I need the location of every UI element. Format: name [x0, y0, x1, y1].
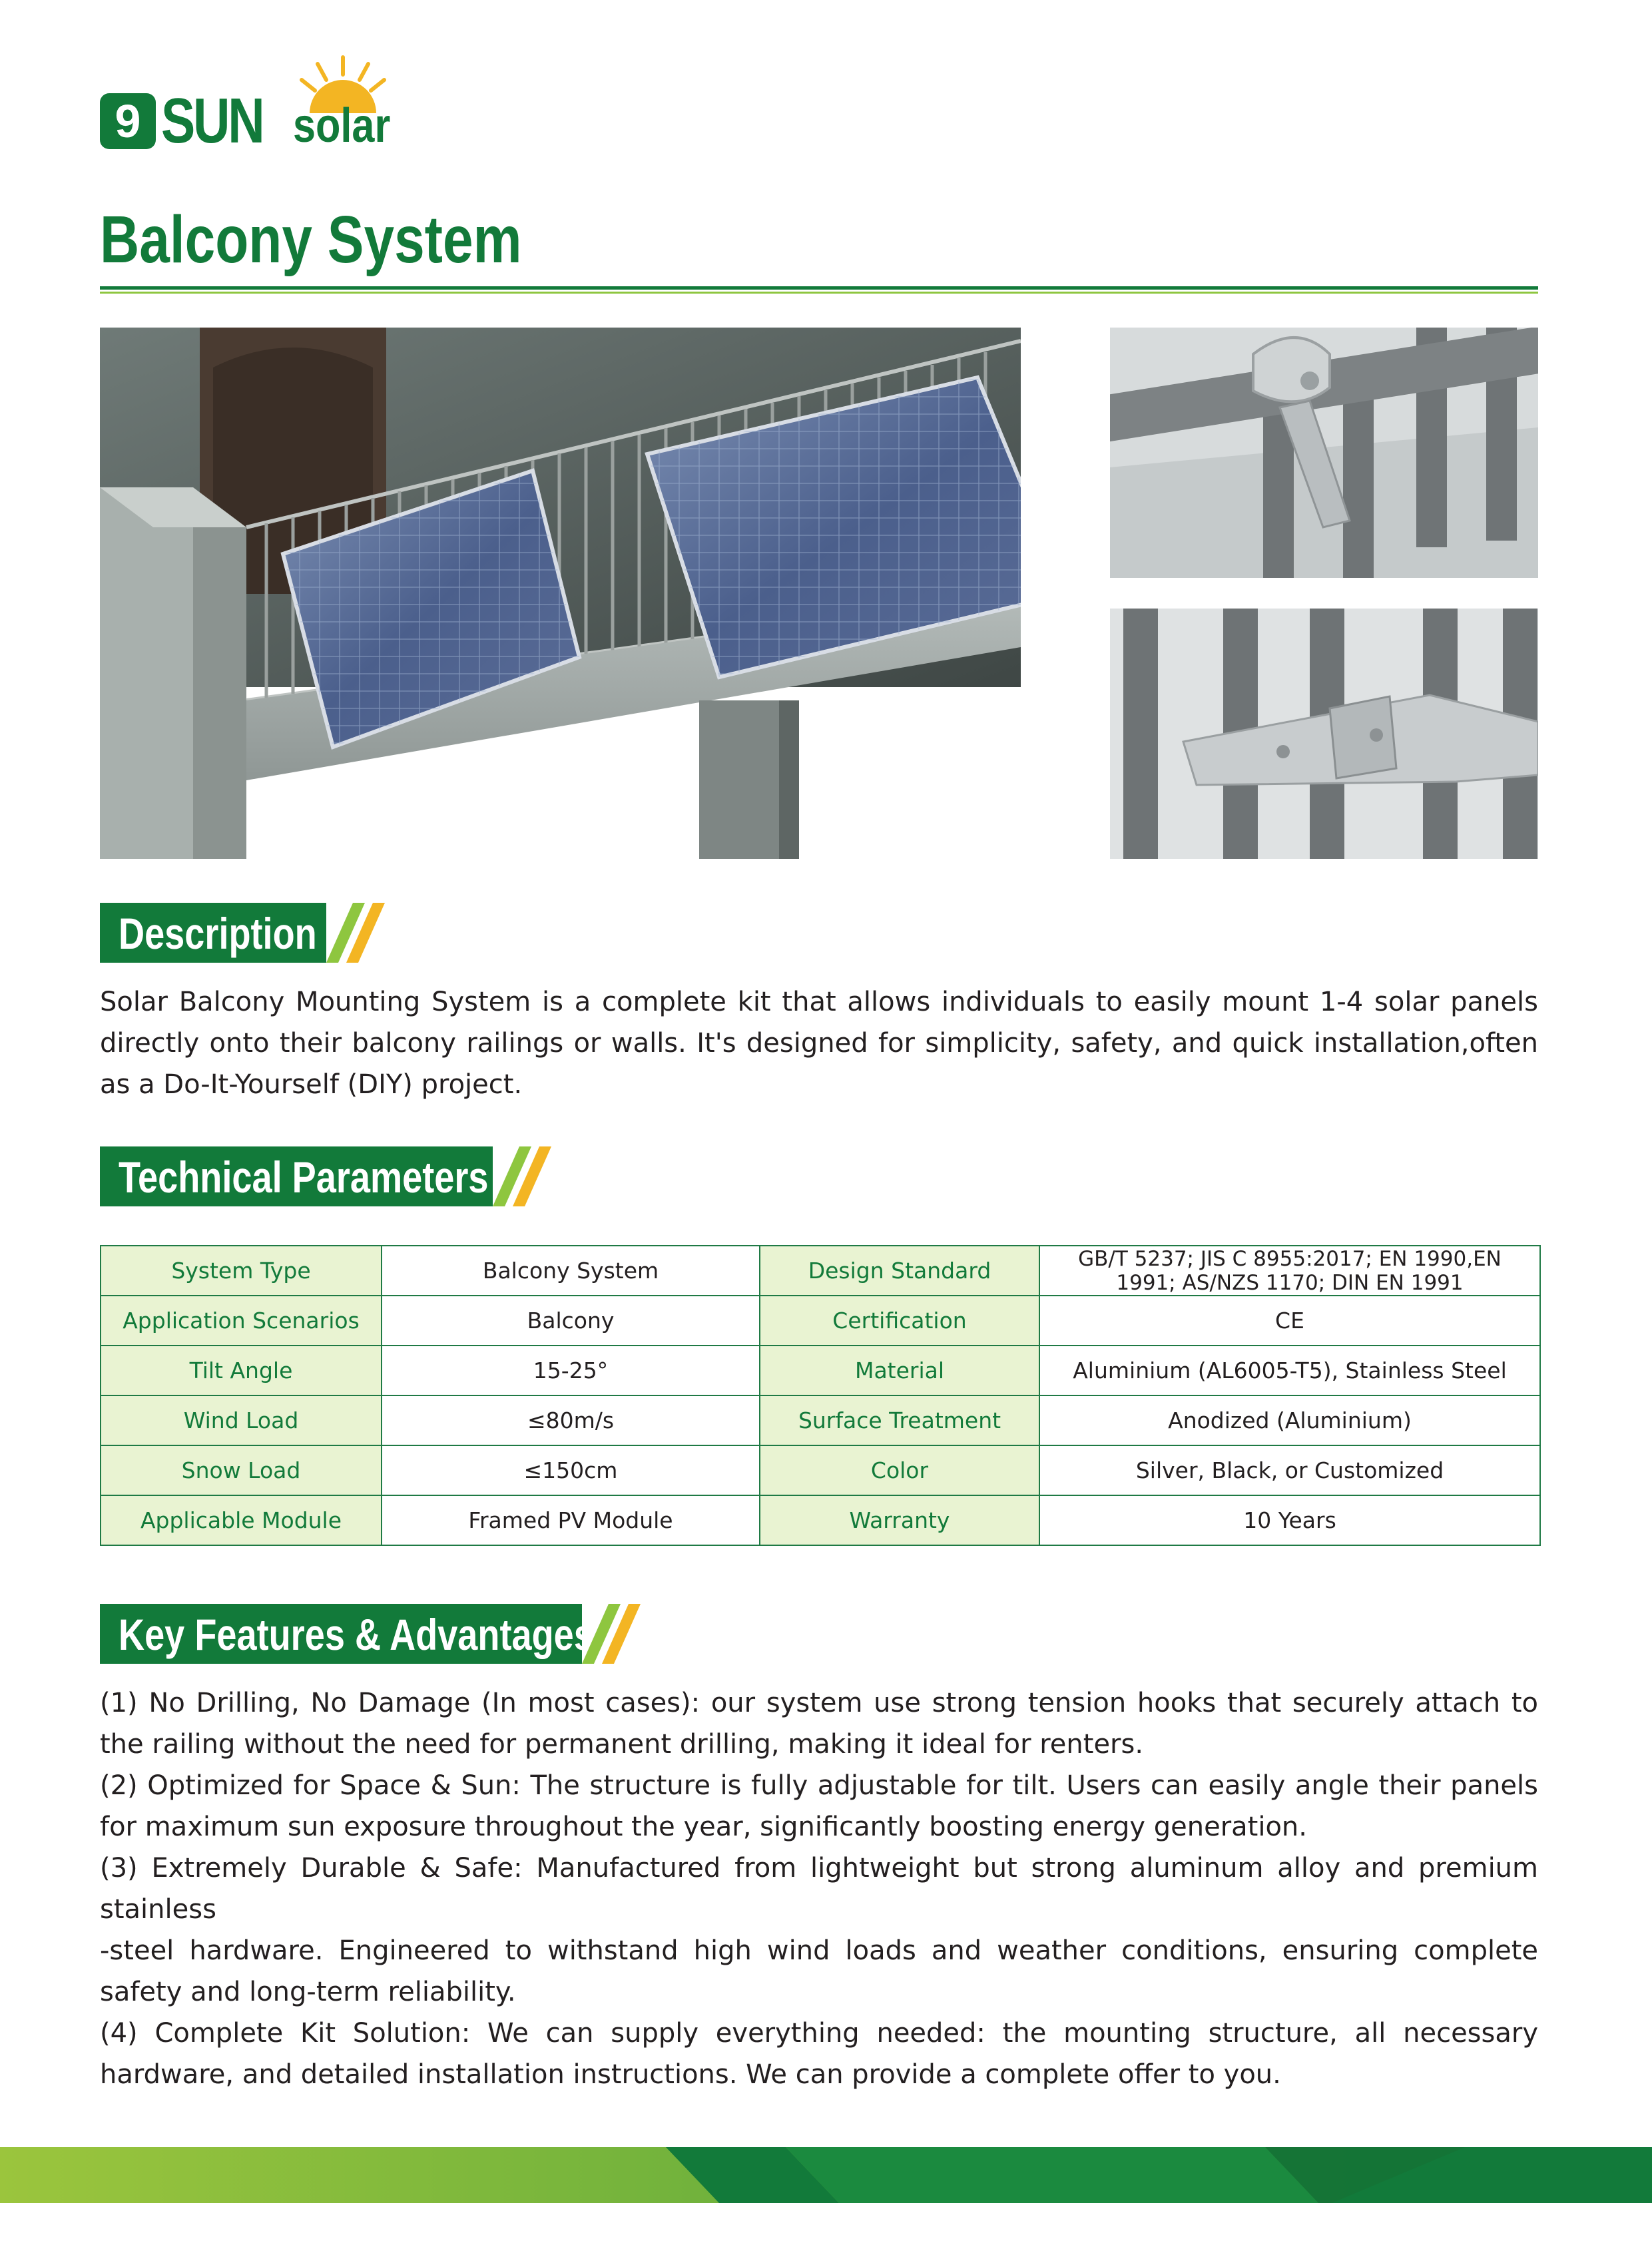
- param-value: Balcony System: [382, 1246, 760, 1296]
- param-label: Snow Load: [101, 1445, 382, 1495]
- logo-nine-mark: 9: [100, 93, 156, 149]
- param-value: Framed PV Module: [382, 1495, 760, 1545]
- param-label: Applicable Module: [101, 1495, 382, 1545]
- param-value: 10 Years: [1039, 1495, 1540, 1545]
- table-row: [101, 1296, 1540, 1346]
- param-value: CE: [1039, 1296, 1540, 1346]
- technical-heading-text: Technical Parameters: [119, 1152, 489, 1202]
- param-label: Warranty: [760, 1495, 1039, 1545]
- param-label: Material: [760, 1346, 1039, 1395]
- railing-clamp-image: [1110, 328, 1538, 578]
- features-heading-text: Key Features & Advantages: [119, 1610, 594, 1659]
- param-value: GB/T 5237; JIS C 8955:2017; EN 1990,EN 1991; AS/NZS 1170; DIN EN 1991: [1039, 1246, 1540, 1296]
- footer-band: [0, 2147, 1652, 2203]
- description-heading: [100, 903, 380, 963]
- param-label: Design Standard: [760, 1246, 1039, 1296]
- logo-solar-text: solar: [293, 99, 391, 152]
- technical-heading: [100, 1146, 539, 1206]
- page-title: Balcony System: [100, 202, 522, 277]
- company-logo: [100, 55, 406, 161]
- param-value: 15-25°: [382, 1346, 760, 1395]
- param-value: ≤80m/s: [382, 1395, 760, 1445]
- param-value: ≤150cm: [382, 1445, 760, 1495]
- param-value: Silver, Black, or Customized: [1039, 1445, 1540, 1495]
- feature-item: (1) No Drilling, No Damage (In most cases): our system use strong tension hooks that securely attach to the railing without the need for permanent drilling, making it ideal for renters.: [100, 1688, 1538, 1760]
- features-list: [100, 1682, 1538, 2095]
- param-label: Application Scenarios: [101, 1296, 382, 1346]
- param-label: Wind Load: [101, 1395, 382, 1445]
- table-row: [101, 1445, 1540, 1495]
- param-value: Anodized (Aluminium): [1039, 1395, 1540, 1445]
- feature-item: (2) Optimized for Space & Sun: The structure is fully adjustable for tilt. Users can easily angle their panels for maximum sun exposure throughout the year, significantly boosting energy generation.: [100, 1770, 1538, 1842]
- param-label: Tilt Angle: [101, 1346, 382, 1395]
- feature-item: -steel hardware. Engineered to withstand high wind loads and weather conditions, ensuring complete safety and long-term reliability.: [100, 1935, 1538, 2007]
- logo-sun-text: SUN: [161, 85, 263, 156]
- table-row: [101, 1346, 1540, 1395]
- balcony-solar-panels-image: [100, 328, 1021, 859]
- param-label: Color: [760, 1445, 1039, 1495]
- feature-item: (4) Complete Kit Solution: We can supply everything needed: the mounting structure, all necessary hardware, and detailed installation instructions. We can provide a complete offer to you.: [100, 2018, 1538, 2090]
- table-row: [101, 1246, 1540, 1296]
- description-text: Solar Balcony Mounting System is a complete kit that allows individuals to easily mount 1-4 solar panels directly onto their balcony railings or walls. It's designed for simplicity, safety, and quick installation,often as a Do-It-Yourself (DIY) project.: [100, 987, 1538, 1100]
- param-label: System Type: [101, 1246, 382, 1296]
- param-value: Aluminium (AL6005-T5), Stainless Steel: [1039, 1346, 1540, 1395]
- title-divider: [100, 286, 1538, 294]
- param-value: Balcony: [382, 1296, 760, 1346]
- table-row: [101, 1495, 1540, 1545]
- table-row: [101, 1395, 1540, 1445]
- param-label: Certification: [760, 1296, 1039, 1346]
- features-heading: [100, 1604, 633, 1664]
- slash-accent-icon: [575, 1604, 642, 1664]
- param-label: Surface Treatment: [760, 1395, 1039, 1445]
- feature-item: (3) Extremely Durable & Safe: Manufactured from lightweight but strong aluminum alloy and premium stainless: [100, 1853, 1538, 1925]
- technical-parameters-table: [100, 1245, 1541, 1546]
- railing-bracket-image: [1110, 609, 1538, 859]
- slash-accent-icon: [320, 903, 386, 963]
- description-heading-text: Description: [119, 909, 317, 958]
- slash-accent-icon: [486, 1146, 553, 1206]
